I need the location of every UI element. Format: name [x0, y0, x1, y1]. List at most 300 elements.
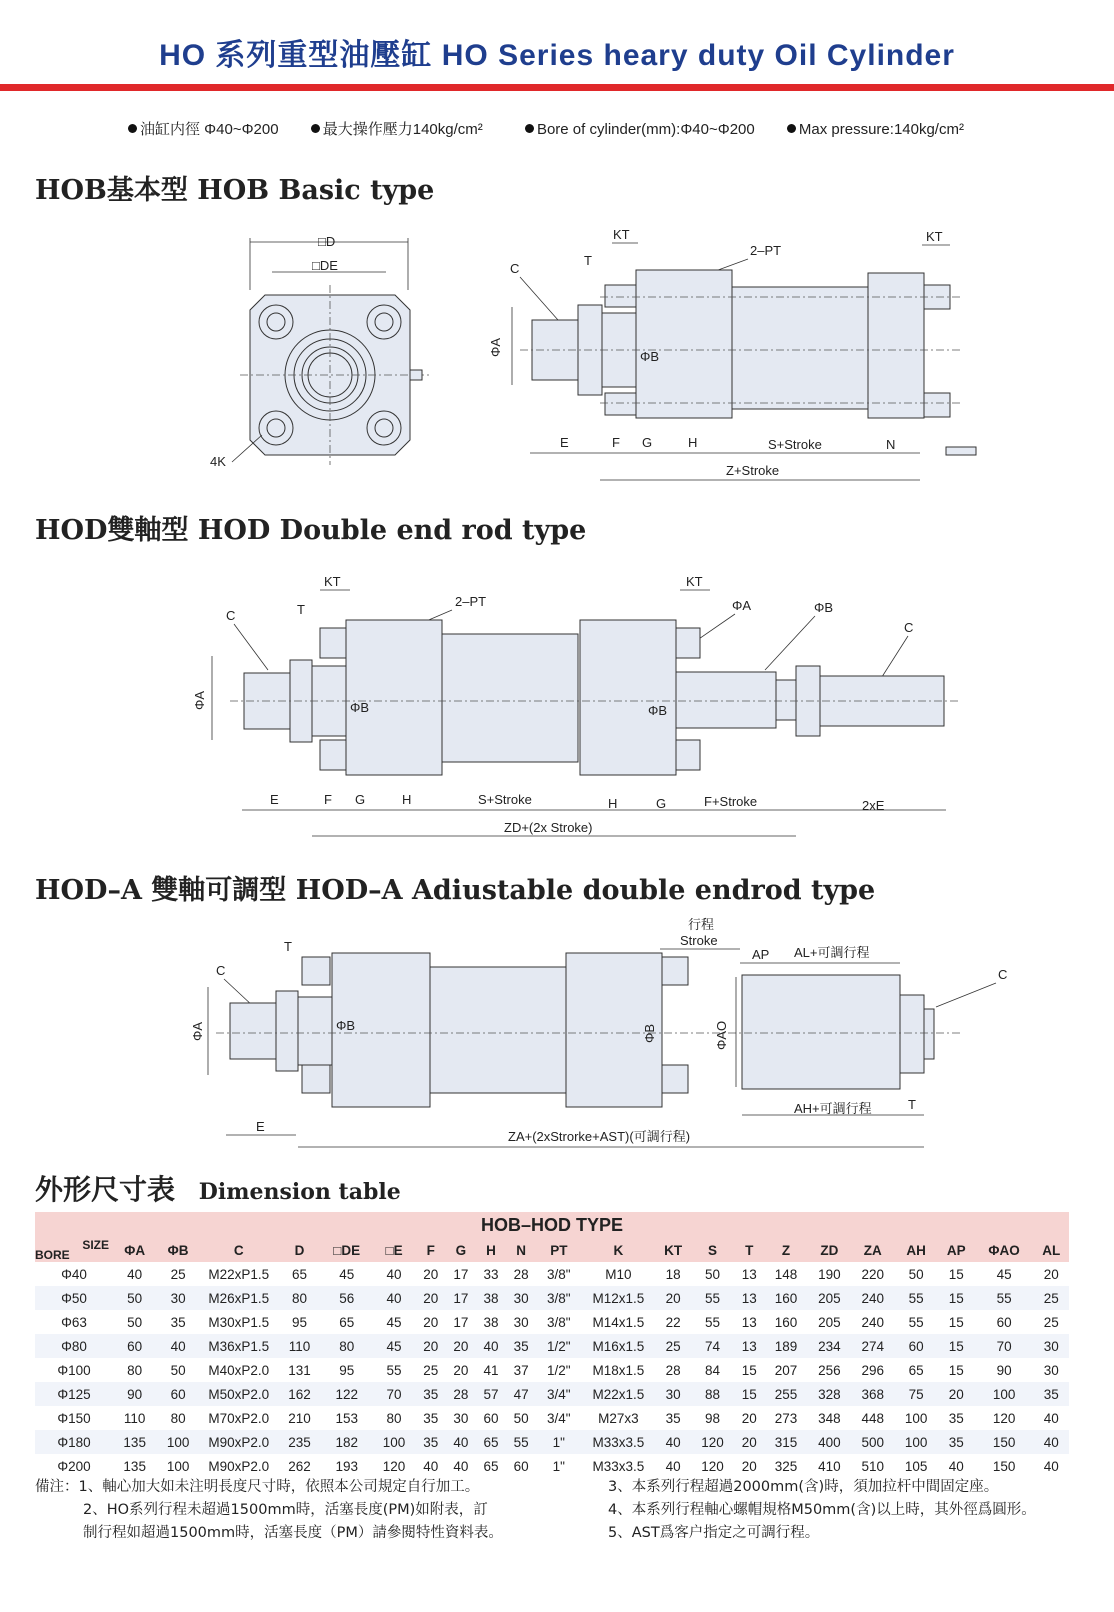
table-cell: 135 — [113, 1430, 156, 1454]
spec-text: Max pressure:140kg/cm² — [798, 121, 964, 138]
table-cell: 240 — [851, 1286, 894, 1310]
table-cell: 262 — [278, 1454, 321, 1478]
table-cell: 448 — [851, 1406, 894, 1430]
table-cell: 60 — [975, 1310, 1034, 1334]
table-cell: 40 — [476, 1334, 506, 1358]
label-4k: 4K — [210, 454, 226, 469]
page-title: HO 系列重型油壓缸 HO Series heary duty Oil Cylinder — [159, 39, 955, 72]
header-cell: Z — [764, 1238, 807, 1262]
header-cell: □DE — [321, 1238, 372, 1262]
header-cell: ZD — [808, 1238, 851, 1262]
table-cell: 400 — [808, 1430, 851, 1454]
label-c-right: C — [904, 620, 914, 635]
label-ah: AH+可調行程 — [794, 1101, 872, 1116]
table-cell: 120 — [691, 1454, 734, 1478]
table-cell: 50 — [156, 1358, 199, 1382]
note-line: 制行程如超過1500mm時，活塞長度（PM）請參閱特性資料表。 — [83, 1525, 503, 1541]
table-cell: 80 — [278, 1286, 321, 1310]
table-cell: 368 — [851, 1382, 894, 1406]
label-t: T — [584, 253, 592, 268]
hod-a-diagram — [180, 915, 1040, 1155]
table-cell: 25 — [1034, 1286, 1069, 1310]
section-title-hod-a: HOD–A 雙軸可調型 HOD–A Adiustable double endrod type — [35, 875, 876, 906]
table-cell: M12x1.5 — [581, 1286, 655, 1310]
label-g: G — [355, 792, 366, 807]
table-cell: 20 — [416, 1334, 446, 1358]
table-title: HOB–HOD TYPE — [35, 1212, 1069, 1238]
label-stroke-cn: 行程 — [688, 917, 715, 932]
table-cell: 20 — [1034, 1262, 1069, 1286]
table-cell: 274 — [851, 1334, 894, 1358]
table-cell: 120 — [691, 1430, 734, 1454]
bore-size-cell: Φ50 — [35, 1286, 113, 1310]
table-cell: 160 — [764, 1310, 807, 1334]
label-f: F — [324, 792, 332, 807]
table-cell: 273 — [764, 1406, 807, 1430]
header-cell: F — [416, 1238, 446, 1262]
table-cell: M33x3.5 — [581, 1454, 655, 1478]
table-cell: 182 — [321, 1430, 372, 1454]
table-cell: 150 — [975, 1430, 1034, 1454]
table-cell: 20 — [416, 1286, 446, 1310]
label-h: H — [688, 435, 698, 450]
table-cell: 35 — [416, 1406, 446, 1430]
label-c-left: C — [216, 963, 226, 978]
table-row — [35, 1334, 1069, 1358]
header-cell: ΦB — [156, 1238, 199, 1262]
table-cell: 40 — [372, 1286, 415, 1310]
table-cell: 15 — [938, 1334, 975, 1358]
table-cell: 35 — [156, 1310, 199, 1334]
hob-side-view-diagram — [490, 225, 990, 490]
table-cell: 18 — [655, 1262, 690, 1286]
label-phi-b-right: ΦB — [814, 600, 834, 615]
table-cell: 40 — [113, 1262, 156, 1286]
table-cell: 40 — [655, 1454, 690, 1478]
table-cell: 17 — [446, 1310, 476, 1334]
table-cell: M18x1.5 — [581, 1358, 655, 1382]
table-cell: 80 — [156, 1406, 199, 1430]
table-cell: 20 — [734, 1406, 764, 1430]
label-ap: AP — [752, 947, 770, 962]
table-cell: 90 — [113, 1382, 156, 1406]
header-cell: D — [278, 1238, 321, 1262]
table-cell: 20 — [446, 1334, 476, 1358]
table-cell: 40 — [938, 1454, 975, 1478]
table-cell: 100 — [894, 1430, 937, 1454]
table-cell: 40 — [156, 1334, 199, 1358]
table-cell: 35 — [1034, 1382, 1069, 1406]
table-cell: 25 — [156, 1262, 199, 1286]
header-size: SIZE — [82, 1238, 109, 1252]
table-cell: 65 — [894, 1358, 937, 1382]
table-cell: 13 — [734, 1262, 764, 1286]
header-cell: C — [200, 1238, 278, 1262]
table-cell: 20 — [734, 1454, 764, 1478]
table-cell: 55 — [894, 1310, 937, 1334]
note-line: 5、AST爲客户指定之可調行程。 — [608, 1525, 820, 1541]
header-cell: ZA — [851, 1238, 894, 1262]
table-cell: 84 — [691, 1358, 734, 1382]
table-cell: 20 — [734, 1430, 764, 1454]
section-title-hod: HOD雙軸型 HOD Double end rod type — [35, 515, 587, 546]
table-title-en: Dimension table — [198, 1179, 401, 1205]
table-cell: 122 — [321, 1382, 372, 1406]
table-row — [35, 1382, 1069, 1406]
note-line: 3、本系列行程超過2000mm(含)時，須加拉杆中間固定座。 — [608, 1479, 999, 1495]
table-cell: 1/2" — [536, 1334, 581, 1358]
table-cell: 40 — [372, 1262, 415, 1286]
table-cell: 38 — [476, 1286, 506, 1310]
table-cell: 17 — [446, 1262, 476, 1286]
table-cell: 80 — [113, 1358, 156, 1382]
label-al: AL+可調行程 — [794, 945, 870, 960]
label-phi-ao: ΦAO — [714, 1020, 729, 1050]
table-cell: 205 — [808, 1286, 851, 1310]
table-cell: 1" — [536, 1430, 581, 1454]
table-cell: 13 — [734, 1286, 764, 1310]
table-cell: 65 — [476, 1454, 506, 1478]
header-cell: □E — [372, 1238, 415, 1262]
spec-item — [525, 121, 769, 138]
table-cell: 120 — [372, 1454, 415, 1478]
table-cell: 55 — [506, 1430, 536, 1454]
table-cell: 210 — [278, 1406, 321, 1430]
header-cell: N — [506, 1238, 536, 1262]
table-cell: 55 — [372, 1358, 415, 1382]
table-cell: 20 — [416, 1262, 446, 1286]
table-cell: 193 — [321, 1454, 372, 1478]
table-cell: 25 — [416, 1358, 446, 1382]
table-cell: 110 — [113, 1406, 156, 1430]
label-s-stroke: S+Stroke — [478, 792, 532, 807]
bore-size-cell: Φ40 — [35, 1262, 113, 1286]
table-cell: 95 — [278, 1310, 321, 1334]
table-cell: 60 — [113, 1334, 156, 1358]
label-c: C — [510, 261, 520, 276]
table-cell: M22xP1.5 — [200, 1262, 278, 1286]
table-cell: M22x1.5 — [581, 1382, 655, 1406]
table-cell: 153 — [321, 1406, 372, 1430]
table-cell: 50 — [894, 1262, 937, 1286]
table-row — [35, 1286, 1069, 1310]
table-cell: 15 — [734, 1358, 764, 1382]
bore-size-cell: Φ80 — [35, 1334, 113, 1358]
table-cell: 240 — [851, 1310, 894, 1334]
bore-size-cell: Φ200 — [35, 1454, 113, 1478]
table-body — [35, 1262, 1069, 1478]
table-cell: 35 — [416, 1382, 446, 1406]
bore-size-cell: Φ100 — [35, 1358, 113, 1382]
table-cell: M40xP2.0 — [200, 1358, 278, 1382]
table-cell: 65 — [321, 1310, 372, 1334]
table-row — [35, 1310, 1069, 1334]
header-cell: AP — [938, 1238, 975, 1262]
table-cell: 189 — [764, 1334, 807, 1358]
table-cell: 33 — [476, 1262, 506, 1286]
table-cell: 510 — [851, 1454, 894, 1478]
table-cell: 20 — [446, 1358, 476, 1382]
label-2pt: 2–PT — [750, 243, 782, 258]
label-s-stroke: S+Stroke — [768, 437, 822, 452]
spec-item — [128, 121, 293, 138]
table-cell: 348 — [808, 1406, 851, 1430]
table-cell: 3/4" — [536, 1382, 581, 1406]
table-cell: 60 — [156, 1382, 199, 1406]
table-cell: 100 — [975, 1382, 1034, 1406]
label-d: □D — [318, 234, 336, 249]
header-cell: G — [446, 1238, 476, 1262]
table-cell: 30 — [1034, 1358, 1069, 1382]
header-cell: KT — [655, 1238, 690, 1262]
table-cell: 37 — [506, 1358, 536, 1382]
table-cell: 120 — [975, 1406, 1034, 1430]
label-kt: KT — [324, 574, 341, 589]
note-line: 4、本系列行程軸心螺帽規格M50mm(含)以上時，其外徑爲圓形。 — [608, 1502, 1036, 1518]
label-phi-a: ΦA — [488, 337, 503, 357]
table-cell: 131 — [278, 1358, 321, 1382]
section-title-dimension-table — [35, 1168, 401, 1208]
table-cell: 56 — [321, 1286, 372, 1310]
spec-item — [787, 121, 978, 138]
table-cell: 30 — [156, 1286, 199, 1310]
table-row — [35, 1430, 1069, 1454]
table-cell: 256 — [808, 1358, 851, 1382]
table-cell: 135 — [113, 1454, 156, 1478]
table-cell: 57 — [476, 1382, 506, 1406]
table-cell: 162 — [278, 1382, 321, 1406]
table-cell: 13 — [734, 1310, 764, 1334]
table-cell: 50 — [506, 1406, 536, 1430]
table-cell: 55 — [894, 1286, 937, 1310]
table-cell: 15 — [938, 1310, 975, 1334]
table-title-cn: 外形尺寸表 — [35, 1173, 176, 1206]
table-cell: 296 — [851, 1358, 894, 1382]
spec-item — [311, 121, 497, 138]
table-cell: 45 — [372, 1334, 415, 1358]
table-cell: 100 — [156, 1454, 199, 1478]
table-cell: 30 — [506, 1286, 536, 1310]
header-cell: K — [581, 1238, 655, 1262]
header-cell: PT — [536, 1238, 581, 1262]
table-cell: 15 — [938, 1262, 975, 1286]
label-g: G — [642, 435, 653, 450]
notes-left — [35, 1476, 503, 1545]
table-cell: 328 — [808, 1382, 851, 1406]
note-line: 2、HO系列行程未超過1500mm時，活塞長度(PM)如附表，訂 — [83, 1502, 488, 1518]
table-cell: 30 — [1034, 1334, 1069, 1358]
page-header — [0, 0, 1114, 92]
table-cell: 65 — [476, 1430, 506, 1454]
spec-text: Bore of cylinder(mm):Φ40~Φ200 — [536, 121, 755, 138]
label-f-stroke: F+Stroke — [704, 794, 758, 809]
label-t: T — [297, 602, 305, 617]
label-kt-right: KT — [926, 229, 943, 244]
table-cell: M90xP2.0 — [200, 1430, 278, 1454]
table-cell: 17 — [446, 1286, 476, 1310]
notes-right — [608, 1476, 1036, 1545]
table-cell: 45 — [321, 1262, 372, 1286]
table-cell: 25 — [655, 1334, 690, 1358]
label-kt: KT — [613, 227, 630, 242]
table-cell: 105 — [894, 1454, 937, 1478]
label-za: ZA+(2xStrorke+AST)(可調行程) — [508, 1129, 691, 1144]
label-t-right: T — [908, 1097, 916, 1112]
table-cell: 35 — [506, 1334, 536, 1358]
table-cell: 148 — [764, 1262, 807, 1286]
header-red-bar — [0, 84, 1114, 91]
table-cell: 190 — [808, 1262, 851, 1286]
table-cell: 75 — [894, 1382, 937, 1406]
table-cell: 60 — [476, 1406, 506, 1430]
label-z-stroke: Z+Stroke — [726, 463, 780, 478]
table-cell: 20 — [938, 1382, 975, 1406]
spec-text: 最大操作壓力140kg/cm² — [322, 121, 483, 138]
table-cell: 70 — [975, 1334, 1034, 1358]
table-cell: 40 — [446, 1454, 476, 1478]
table-cell: 35 — [416, 1430, 446, 1454]
label-c-left: C — [226, 608, 236, 623]
header-cell: T — [734, 1238, 764, 1262]
header-cell: ΦA — [113, 1238, 156, 1262]
table-cell: 100 — [372, 1430, 415, 1454]
dimension-table-grid — [35, 1212, 1069, 1478]
header-cell: S — [691, 1238, 734, 1262]
label-e: E — [256, 1119, 265, 1134]
table-row — [35, 1406, 1069, 1430]
table-cell: 207 — [764, 1358, 807, 1382]
table-cell: 25 — [1034, 1310, 1069, 1334]
label-phi-b-rear: ΦB — [642, 1023, 657, 1043]
label-phi-b: ΦB — [640, 349, 660, 364]
bullet-icon — [525, 124, 534, 133]
table-cell: M10 — [581, 1262, 655, 1286]
label-h-right: H — [608, 796, 618, 811]
table-cell: 55 — [975, 1286, 1034, 1310]
bullet-icon — [311, 124, 320, 133]
label-f: F — [612, 435, 620, 450]
header-cell: AL — [1034, 1238, 1069, 1262]
table-cell: 15 — [938, 1358, 975, 1382]
table-cell: 70 — [372, 1382, 415, 1406]
table-cell: 13 — [734, 1334, 764, 1358]
table-cell: 50 — [113, 1310, 156, 1334]
header-cell: ΦAO — [975, 1238, 1034, 1262]
label-stroke-en: Stroke — [680, 933, 718, 948]
table-cell: 3/8" — [536, 1310, 581, 1334]
label-e: E — [270, 792, 279, 807]
table-cell: 22 — [655, 1310, 690, 1334]
table-cell: 100 — [156, 1430, 199, 1454]
table-cell: 3/8" — [536, 1262, 581, 1286]
table-header-row — [35, 1238, 1069, 1262]
table-cell: 234 — [808, 1334, 851, 1358]
dimension-table — [35, 1212, 1069, 1478]
table-cell: 35 — [938, 1406, 975, 1430]
table-row — [35, 1454, 1069, 1478]
table-cell: 15 — [938, 1286, 975, 1310]
hod-diagram — [190, 570, 980, 845]
label-t: T — [284, 939, 292, 954]
table-cell: M50xP2.0 — [200, 1382, 278, 1406]
table-cell: 3/8" — [536, 1286, 581, 1310]
table-cell: 55 — [691, 1310, 734, 1334]
table-cell: 150 — [975, 1454, 1034, 1478]
table-cell: 98 — [691, 1406, 734, 1430]
table-cell: M16x1.5 — [581, 1334, 655, 1358]
table-cell: 80 — [321, 1334, 372, 1358]
label-kt-right: KT — [686, 574, 703, 589]
table-cell: M33x3.5 — [581, 1430, 655, 1454]
label-e: E — [560, 435, 569, 450]
table-cell: 410 — [808, 1454, 851, 1478]
table-cell: M26xP1.5 — [200, 1286, 278, 1310]
table-cell: 35 — [655, 1406, 690, 1430]
table-cell: 315 — [764, 1430, 807, 1454]
bore-size-cell: Φ125 — [35, 1382, 113, 1406]
table-cell: 325 — [764, 1454, 807, 1478]
header-bore-size — [35, 1238, 113, 1262]
table-cell: 40 — [416, 1454, 446, 1478]
label-h: H — [402, 792, 412, 807]
table-cell: 50 — [113, 1286, 156, 1310]
label-de: □DE — [312, 258, 338, 273]
table-cell: M36xP1.5 — [200, 1334, 278, 1358]
table-cell: 3/4" — [536, 1406, 581, 1430]
table-cell: 1" — [536, 1454, 581, 1478]
table-cell: 40 — [446, 1430, 476, 1454]
table-cell: 47 — [506, 1382, 536, 1406]
table-cell: 55 — [691, 1286, 734, 1310]
label-c-right: C — [998, 967, 1008, 982]
table-cell: 110 — [278, 1334, 321, 1358]
header-cell: AH — [894, 1238, 937, 1262]
table-cell: 41 — [476, 1358, 506, 1382]
table-cell: 40 — [1034, 1454, 1069, 1478]
table-cell: 1/2" — [536, 1358, 581, 1382]
table-cell: 30 — [506, 1310, 536, 1334]
table-cell: 38 — [476, 1310, 506, 1334]
table-cell: 74 — [691, 1334, 734, 1358]
note-line: 備注：1、軸心加大如未注明長度尺寸時，依照本公司規定自行加工。 — [35, 1479, 480, 1495]
table-cell: 90 — [975, 1358, 1034, 1382]
table-cell: 60 — [894, 1334, 937, 1358]
table-cell: 15 — [734, 1382, 764, 1406]
table-cell: 88 — [691, 1382, 734, 1406]
table-cell: 30 — [655, 1382, 690, 1406]
table-cell: M27x3 — [581, 1406, 655, 1430]
header-bore: BORE — [35, 1248, 70, 1262]
table-cell: 28 — [655, 1358, 690, 1382]
table-cell: 30 — [446, 1406, 476, 1430]
hob-front-view-diagram — [200, 230, 440, 480]
label-g-right: G — [656, 796, 667, 811]
table-cell: 20 — [416, 1310, 446, 1334]
table-cell: 50 — [691, 1262, 734, 1286]
table-cell: 500 — [851, 1430, 894, 1454]
table-cell: 95 — [321, 1358, 372, 1382]
label-phi-a: ΦA — [190, 1021, 205, 1041]
table-cell: 220 — [851, 1262, 894, 1286]
table-cell: 255 — [764, 1382, 807, 1406]
spec-text: 油缸内徑 Φ40~Φ200 — [140, 121, 279, 138]
table-cell: 20 — [655, 1286, 690, 1310]
label-n: N — [886, 437, 896, 452]
bullet-icon — [128, 124, 137, 133]
label-2xe: 2xE — [862, 798, 885, 813]
table-cell: 40 — [655, 1430, 690, 1454]
label-2pt: 2–PT — [455, 594, 487, 609]
